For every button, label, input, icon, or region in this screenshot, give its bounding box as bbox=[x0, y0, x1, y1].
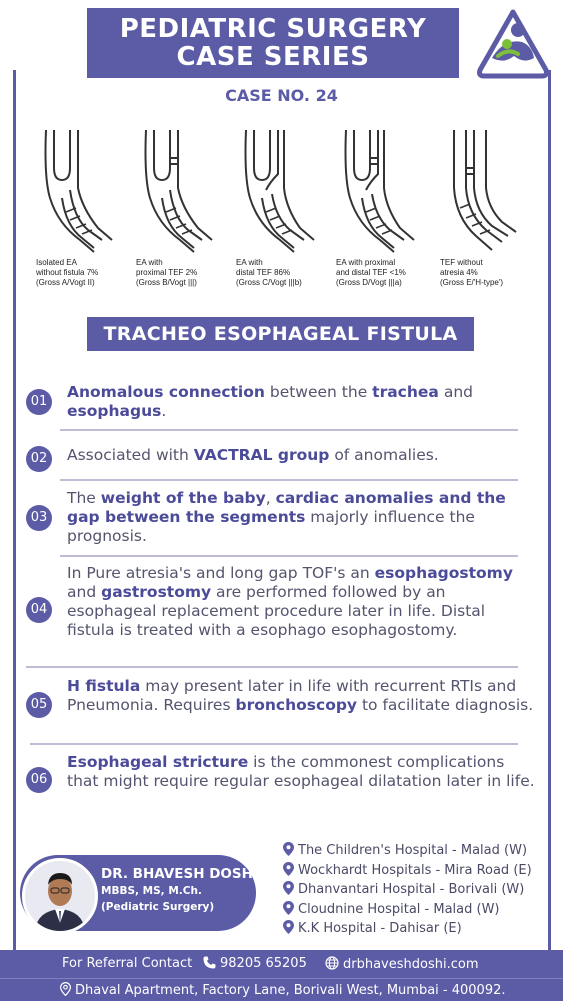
point-text-run: are performed followed by an esophageal replacement procedure later in life. Distal fistula is treated with a esophago esophagostomy. bbox=[67, 583, 486, 639]
page-title bbox=[87, 8, 459, 78]
point-text-emphasis: bronchoscopy bbox=[235, 696, 358, 714]
diagram-caption-line: (Gross E/'H-type') bbox=[440, 278, 504, 287]
divider bbox=[60, 429, 518, 431]
point-number: 01 bbox=[26, 389, 52, 415]
point-text bbox=[67, 564, 537, 640]
logo-icon bbox=[474, 8, 552, 80]
location-pin-icon bbox=[283, 881, 294, 895]
globe-icon bbox=[325, 956, 339, 970]
point-text-run: Associated with bbox=[67, 446, 194, 464]
diagram-caption-line: (Gross A/Vogt II) bbox=[36, 278, 95, 287]
diagram-caption-line: without fistula 7% bbox=[36, 268, 99, 277]
address bbox=[60, 982, 506, 998]
diagram-caption-line: EA with bbox=[136, 258, 163, 267]
case-number: CASE NO. 24 bbox=[225, 86, 338, 105]
tef-diagrams bbox=[36, 128, 536, 288]
point-number: 06 bbox=[26, 767, 52, 793]
point-number: 05 bbox=[26, 692, 52, 718]
phone-link[interactable] bbox=[203, 956, 307, 971]
point-text bbox=[67, 677, 537, 715]
point-text-run: to facilitate diagnosis. bbox=[357, 696, 534, 714]
hospital-name: The Children's Hospital - Malad (W) bbox=[298, 843, 528, 858]
diagram-type-c bbox=[236, 128, 336, 288]
point-text-emphasis: cardiac anomalies and the gap between the segments bbox=[67, 489, 506, 526]
diagram-caption-line: (Gross C/Vogt |||b) bbox=[236, 278, 302, 287]
point-text-emphasis: esophagus bbox=[67, 402, 162, 420]
title-line-1: PEDIATRIC SURGERY bbox=[119, 14, 427, 44]
title-line-2: CASE SERIES bbox=[176, 42, 370, 72]
point-text-emphasis: VACTRAL group bbox=[193, 446, 330, 464]
diagram-caption-line: (Gross B/Vogt |||) bbox=[136, 278, 197, 287]
footer-contact-bar bbox=[0, 950, 563, 978]
point-text-run: The bbox=[67, 489, 101, 507]
point-text-emphasis: Esophageal stricture bbox=[67, 753, 249, 771]
diagram-caption-line: Isolated EA bbox=[36, 258, 77, 267]
point-text-run: majorly influence the prognosis. bbox=[67, 508, 475, 545]
point-text-run: , bbox=[265, 489, 276, 507]
doctor-name: DR. BHAVESH DOSHI bbox=[101, 866, 258, 882]
hospital-item bbox=[283, 920, 462, 936]
website-url: drbhaveshdoshi.com bbox=[343, 957, 479, 972]
hospital-item bbox=[283, 881, 524, 897]
footer-address-bar bbox=[0, 978, 563, 1001]
avatar bbox=[22, 858, 98, 934]
point-text-emphasis: esophagostomy bbox=[374, 564, 513, 582]
diagram-type-e bbox=[440, 128, 540, 288]
point-text-run: . bbox=[161, 402, 167, 420]
diagram-caption-line: proximal TEF 2% bbox=[136, 268, 198, 277]
diagram-caption-line: EA with proximal bbox=[336, 258, 396, 267]
divider bbox=[26, 666, 518, 668]
phone-number: 98205 65205 bbox=[220, 956, 307, 971]
diagram-caption-line: TEF without bbox=[440, 258, 483, 267]
location-pin-icon bbox=[283, 862, 294, 876]
diagram-type-d bbox=[336, 128, 436, 288]
point-text-emphasis: Anomalous connection bbox=[67, 383, 265, 401]
diagram-caption-line: and distal TEF <1% bbox=[336, 268, 406, 277]
location-pin-icon bbox=[283, 842, 294, 856]
hospital-item bbox=[283, 842, 527, 858]
diagram-type-b bbox=[136, 128, 236, 288]
point-text-run: between the bbox=[264, 383, 373, 401]
hospital-name: Wockhardt Hospitals - Mira Road (E) bbox=[298, 863, 532, 878]
hospital-item bbox=[283, 862, 532, 878]
hospital-name: K.K Hospital - Dahisar (E) bbox=[298, 921, 462, 936]
doctor-degrees: MBBS, MS, M.Ch. bbox=[101, 885, 202, 897]
section-title: TRACHEO ESOPHAGEAL FISTULA bbox=[87, 317, 474, 351]
point-text-run: In Pure atresia's and long gap TOF's an bbox=[67, 564, 375, 582]
point-text-run: may present later in life with recurrent RTIs and Pneumonia. Requires bbox=[67, 677, 517, 714]
point-text-emphasis: trachea bbox=[372, 383, 439, 401]
referral-label: For Referral Contact bbox=[62, 956, 193, 971]
point-text-run: and bbox=[67, 583, 102, 601]
point-number: 04 bbox=[26, 597, 52, 623]
hospital-name: Dhanvantari Hospital - Borivali (W) bbox=[298, 882, 525, 897]
point-number: 02 bbox=[26, 446, 52, 472]
point-text-run: and bbox=[438, 383, 473, 401]
point-text bbox=[67, 753, 537, 791]
point-text-emphasis: gastrostomy bbox=[101, 583, 212, 601]
diagram-caption-line: distal TEF 86% bbox=[236, 268, 291, 277]
frame-left-border bbox=[13, 70, 16, 950]
phone-icon bbox=[203, 956, 216, 969]
point-text-emphasis: H fistula bbox=[67, 677, 141, 695]
point-number: 03 bbox=[26, 505, 52, 531]
diagram-caption-line: EA with bbox=[236, 258, 263, 267]
divider bbox=[60, 479, 518, 481]
hospital-name: Cloudnine Hospital - Malad (W) bbox=[298, 902, 500, 917]
point-text-emphasis: weight of the baby bbox=[100, 489, 266, 507]
website-link[interactable] bbox=[325, 956, 478, 972]
diagram-type-a bbox=[36, 128, 136, 288]
diagram-caption-line: (Gross D/Vogt |||a) bbox=[336, 278, 402, 287]
diagram-caption-line: atresia 4% bbox=[440, 268, 478, 277]
location-pin-icon bbox=[283, 920, 294, 934]
frame-right-border bbox=[548, 70, 551, 950]
hospital-item bbox=[283, 901, 500, 917]
point-text bbox=[67, 383, 537, 421]
divider bbox=[30, 743, 518, 745]
divider bbox=[60, 555, 518, 557]
location-pin-icon bbox=[283, 901, 294, 915]
point-text bbox=[67, 446, 537, 465]
location-pin-icon bbox=[60, 982, 71, 996]
point-text-run: of anomalies. bbox=[329, 446, 439, 464]
doctor-specialty: (Pediatric Surgery) bbox=[101, 901, 215, 913]
point-text bbox=[67, 489, 537, 546]
point-text-run: is the commonest complications that might require regular esophageal dilatation later in life. bbox=[67, 753, 535, 790]
address-text: Dhaval Apartment, Factory Lane, Borivali West, Mumbai - 400092. bbox=[75, 983, 506, 998]
